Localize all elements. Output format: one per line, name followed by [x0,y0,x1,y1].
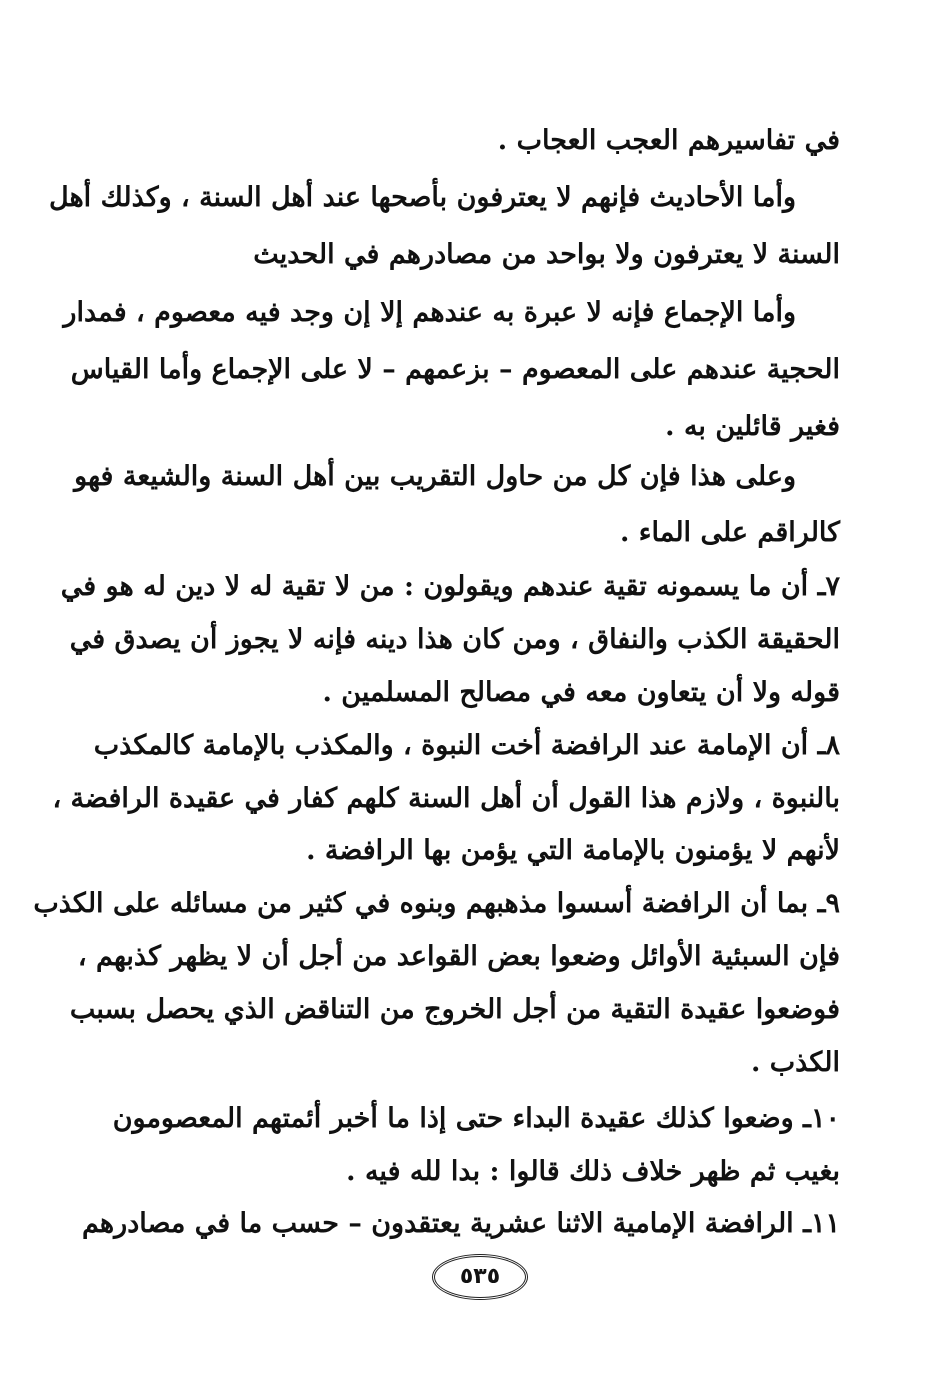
text-line-12: ٨ـ أن الإمامة عند الرافضة أخت النبوة ، والمكذب بالإمامة كالمكذب [93,730,840,761]
text-line-9: ٧ـ أن ما يسمونه تقية عندهم ويقولون : من لا تقية له لا دين له هو في [60,571,840,602]
text-line-19: ١٠ـ وضعوا كذلك عقيدة البداء حتى إذا ما أخبر أئمتهم المعصومون [112,1103,840,1134]
page-number-badge [432,1254,528,1300]
text-line-2: وأما الأحاديث فإنهم لا يعترفون بأصحها عند أهل السنة ، وكذلك أهل [49,182,796,213]
page-number: ٥٣٥ [459,1264,501,1289]
text-line-17: فوضعوا عقيدة التقية من أجل الخروج من التناقض الذي يحصل بسبب [69,994,840,1025]
text-line-6: فغير قائلين به . [665,411,840,442]
text-line-10: الحقيقة الكذب والنفاق ، ومن كان هذا دينه فإنه لا يجوز أن يصدق في [69,624,840,655]
text-line-16: فإن السبئية الأوائل وضعوا بعض القواعد من أجل أن لا يظهر كذبهم ، [77,941,840,972]
text-line-3: السنة لا يعترفون ولا بواحد من مصادرهم في الحديث [253,239,840,270]
text-line-13: بالنبوة ، ولازم هذا القول أن أهل السنة كلهم كفار في عقيدة الرافضة ، [52,783,840,814]
text-line-20: بغيب ثم ظهر خلاف ذلك قالوا : بدا لله فيه . [346,1156,840,1187]
text-line-1: في تفاسيرهم العجب العجاب . [497,125,840,156]
text-line-18: الكذب . [750,1047,840,1078]
text-line-21: ١١ـ الرافضة الإمامية الاثنا عشرية يعتقدون – حسب ما في مصادرهم [81,1208,840,1239]
text-line-11: قوله ولا أن يتعاون معه في مصالح المسلمين . [322,677,840,708]
text-line-5: الحجية عندهم على المعصوم – بزعمهم – لا على الإجماع وأما القياس [70,354,840,385]
text-line-4: وأما الإجماع فإنه لا عبرة به عندهم إلا إن وجد فيه معصوم ، فمدار [63,297,796,328]
text-line-15: ٩ـ بما أن الرافضة أسسوا مذهبهم وبنوه في كثير من مسائله على الكذب [33,888,840,919]
text-line-7: وعلى هذا فإن كل من حاول التقريب بين أهل السنة والشيعة فهو [74,461,796,492]
text-line-8: كالراقم على الماء . [620,517,840,548]
text-line-14: لأنهم لا يؤمنون بالإمامة التي يؤمن بها الرافضة . [306,835,840,866]
